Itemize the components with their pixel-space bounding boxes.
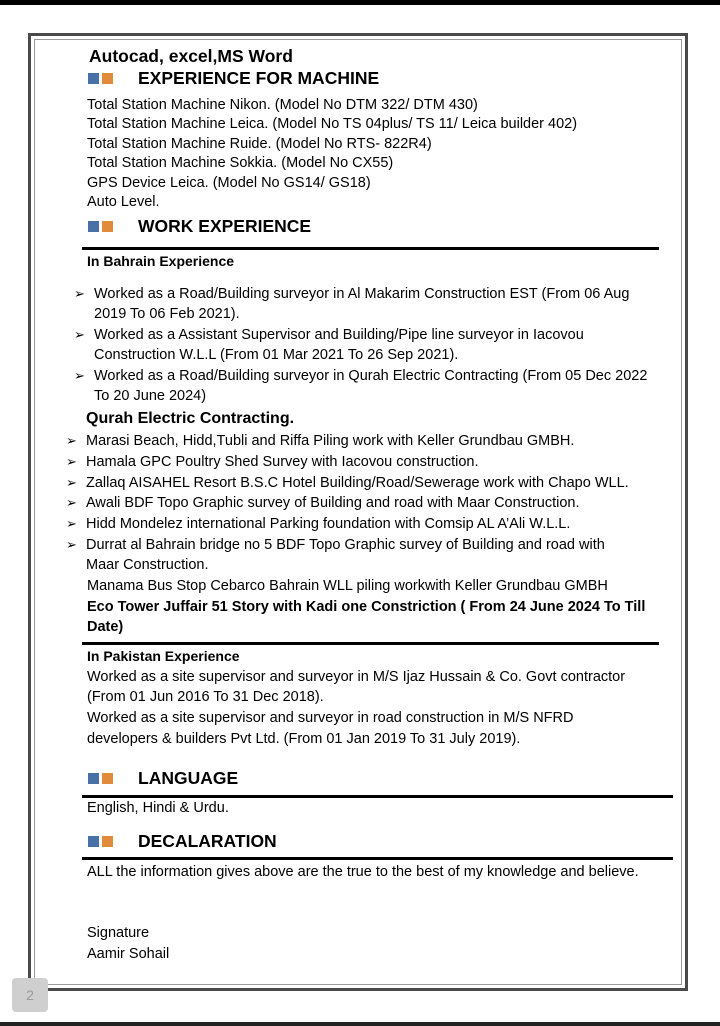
bullet-square-icon bbox=[88, 73, 99, 84]
arrow-bullet-icon: ➢ bbox=[66, 433, 77, 448]
bottom-border bbox=[0, 1022, 720, 1026]
bullet-square-icon bbox=[102, 836, 113, 847]
bahrain-item-cont: Construction W.L.L (From 01 Mar 2021 To 26 Sep 2021). bbox=[94, 347, 459, 363]
project-item: Zallaq AISAHEL Resort B.S.C Hotel Building/Road/Sewerage work with Chapo WLL. bbox=[86, 475, 629, 491]
project-item: Hidd Mondelez international Parking foundation with Comsip AL A’Ali W.L.L. bbox=[86, 516, 571, 532]
project-item: Hamala GPC Poultry Shed Survey with Iacovou construction. bbox=[86, 454, 479, 470]
language-text: English, Hindi & Urdu. bbox=[87, 800, 229, 816]
machine-item: Auto Level. bbox=[87, 194, 160, 210]
signature-name: Aamir Sohail bbox=[87, 946, 170, 962]
arrow-bullet-icon: ➢ bbox=[74, 327, 85, 342]
bahrain-item-cont: 2019 To 06 Feb 2021). bbox=[94, 306, 240, 322]
pakistan-line: Worked as a site supervisor and surveyor in M/S Ijaz Hussain & Co. Govt contractor bbox=[87, 669, 626, 685]
bullet-square-icon bbox=[102, 773, 113, 784]
section-rule bbox=[82, 247, 659, 250]
machine-item: GPS Device Leica. (Model No GS14/ GS18) bbox=[87, 175, 371, 191]
bullet-square-icon bbox=[88, 221, 99, 232]
arrow-bullet-icon: ➢ bbox=[74, 286, 85, 301]
arrow-bullet-icon: ➢ bbox=[66, 495, 77, 510]
bahrain-item-cont: To 20 June 2024) bbox=[94, 388, 207, 404]
bullet-square-icon bbox=[88, 773, 99, 784]
skills-line: Autocad, excel,MS Word bbox=[89, 46, 293, 66]
pakistan-line: Worked as a site supervisor and surveyor in road construction in M/S NFRD bbox=[87, 710, 574, 726]
bahrain-item: Worked as a Assistant Supervisor and Building/Pipe line surveyor in Iacovou bbox=[94, 327, 584, 343]
machine-item: Total Station Machine Sokkia. (Model No CX55) bbox=[87, 155, 394, 171]
eco-tower-line: Eco Tower Juffair 51 Story with Kadi one Constriction ( From 24 June 2024 To Till bbox=[87, 599, 646, 615]
bullet-square-icon bbox=[102, 221, 113, 232]
project-item: Awali BDF Topo Graphic survey of Building and road with Maar Construction. bbox=[86, 495, 580, 511]
bullet-square-icon bbox=[88, 836, 99, 847]
section-rule bbox=[82, 857, 673, 860]
project-item: Marasi Beach, Hidd,Tubli and Riffa Piling work with Keller Grundbau GMBH. bbox=[86, 433, 575, 449]
arrow-bullet-icon: ➢ bbox=[66, 537, 77, 552]
pakistan-title: In Pakistan Experience bbox=[87, 648, 240, 664]
manama-line: Manama Bus Stop Cebarco Bahrain WLL piling workwith Keller Grundbau GMBH bbox=[87, 578, 608, 594]
page-number-badge: 2 bbox=[12, 978, 48, 1012]
eco-tower-line-cont: Date) bbox=[87, 619, 124, 635]
arrow-bullet-icon: ➢ bbox=[66, 454, 77, 469]
bahrain-title: In Bahrain Experience bbox=[87, 253, 235, 269]
project-item-cont: Maar Construction. bbox=[86, 557, 209, 573]
machine-item: Total Station Machine Ruide. (Model No RTS- 822R4) bbox=[87, 136, 432, 152]
bahrain-item: Worked as a Road/Building surveyor in Al Makarim Construction EST (From 06 Aug bbox=[94, 286, 630, 302]
declaration-text: ALL the information gives above are the true to the best of my knowledge and believe. bbox=[87, 864, 639, 880]
bahrain-item: Worked as a Road/Building surveyor in Qurah Electric Contracting (From 05 Dec 2022 bbox=[94, 368, 648, 384]
top-border bbox=[0, 0, 720, 5]
section-rule bbox=[82, 642, 659, 645]
machine-item: Total Station Machine Nikon. (Model No DTM 322/ DTM 430) bbox=[87, 97, 478, 113]
pakistan-line: (From 01 Jun 2016 To 31 Dec 2018). bbox=[87, 689, 324, 705]
arrow-bullet-icon: ➢ bbox=[66, 475, 77, 490]
machine-item: Total Station Machine Leica. (Model No TS 04plus/ TS 11/ Leica builder 402) bbox=[87, 116, 578, 132]
arrow-bullet-icon: ➢ bbox=[66, 516, 77, 531]
signature-label: Signature bbox=[87, 925, 150, 941]
company-title: Qurah Electric Contracting. bbox=[86, 410, 295, 427]
pakistan-line: developers & builders Pvt Ltd. (From 01 Jan 2019 To 31 July 2019). bbox=[87, 731, 521, 747]
project-item: Durrat al Bahrain bridge no 5 BDF Topo Graphic survey of Building and road with bbox=[86, 537, 605, 553]
bullet-square-icon bbox=[102, 73, 113, 84]
arrow-bullet-icon: ➢ bbox=[74, 368, 85, 383]
